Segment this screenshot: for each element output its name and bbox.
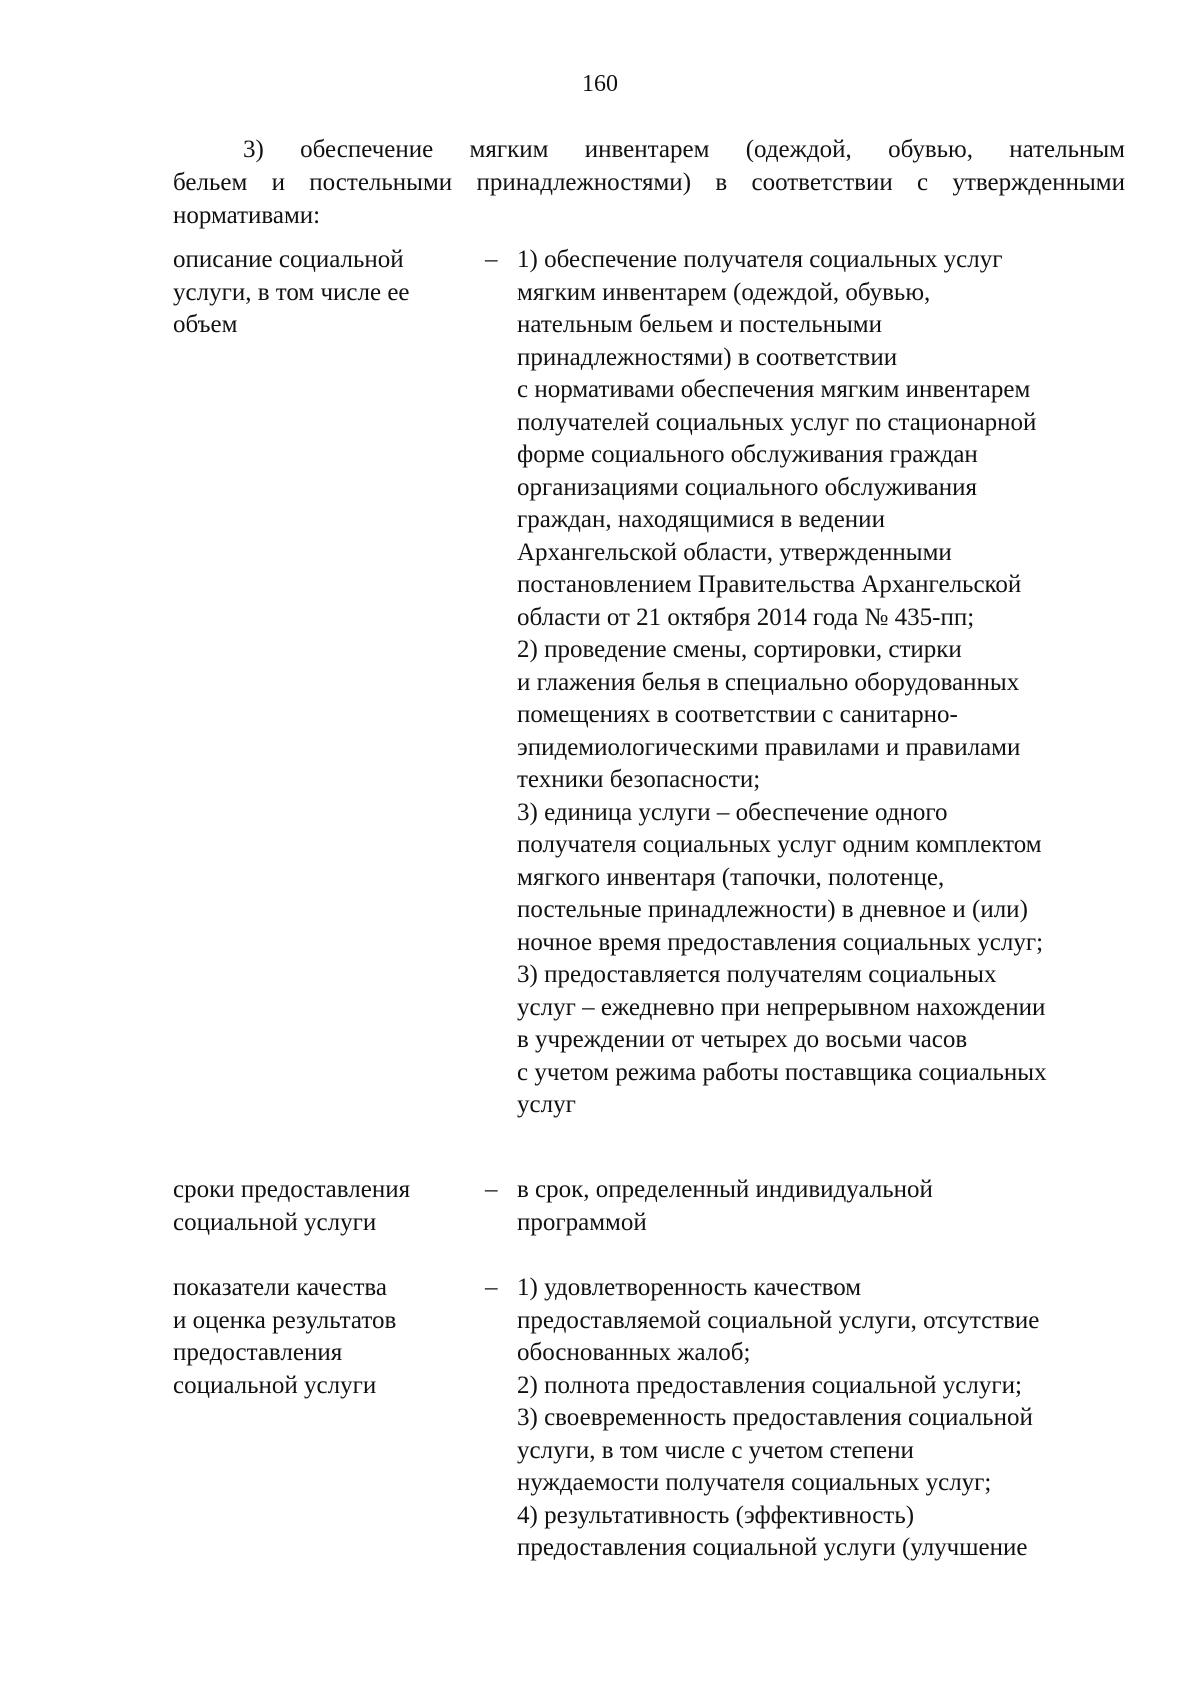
intro-line: 3) обеспечение мягким инвентарем (одеждой, обувью, нательным bbox=[243, 136, 1125, 163]
value-line: предоставления социальной услуги (улучшение bbox=[517, 1534, 1028, 1561]
value-line: получателей социальных услуг по стационарной bbox=[517, 408, 1037, 436]
value-line: обоснованных жалоб; bbox=[517, 1339, 751, 1366]
label-line: описание социальной bbox=[173, 246, 404, 273]
value-line: в срок, определенный индивидуальной bbox=[517, 1176, 933, 1203]
value-line: мягкого инвентаря (тапочки, полотенце, bbox=[517, 863, 945, 891]
label-line: социальной услуги bbox=[173, 1208, 377, 1236]
row-label bbox=[173, 244, 473, 342]
intro-line: нормативами: bbox=[173, 202, 321, 229]
value-line: области от 21 октября 2014 года № 435-пп; bbox=[517, 603, 975, 631]
value-line: услуг bbox=[517, 1091, 576, 1118]
value-line: постановлением Правительства Архангельской bbox=[517, 571, 1022, 598]
row-label bbox=[173, 1272, 473, 1402]
value-line: помещениях в соответствии с санитарно- bbox=[517, 701, 958, 728]
value-line: 2) полнота предоставления социальной услуги; bbox=[517, 1371, 1022, 1399]
value-line: 1) обеспечение получателя социальных услуг bbox=[517, 246, 1003, 273]
row-label bbox=[173, 1174, 473, 1239]
label-line: услуги, в том числе ее bbox=[173, 278, 410, 306]
value-line: Архангельской области, утвержденными bbox=[517, 538, 952, 566]
value-line: постельные принадлежности) в дневное и (или) bbox=[517, 896, 1028, 923]
label-line: предоставления bbox=[173, 1339, 343, 1366]
label-line: социальной услуги bbox=[173, 1371, 377, 1399]
intro-paragraph bbox=[173, 133, 1125, 232]
value-line: 3) своевременность предоставления социальной bbox=[517, 1404, 1033, 1431]
value-line: техники безопасности; bbox=[517, 766, 761, 793]
page-number: 160 bbox=[582, 71, 618, 97]
value-line: с учетом режима работы поставщика социальных bbox=[517, 1058, 1047, 1086]
value-line: ночное время предоставления социальных услуг; bbox=[517, 928, 1044, 956]
value-line: форме социального обслуживания граждан bbox=[517, 441, 978, 468]
value-line: граждан, находящимися в ведении bbox=[517, 506, 885, 533]
label-line: показатели качества bbox=[173, 1274, 387, 1301]
value-line: 1) удовлетворенность качеством bbox=[517, 1274, 862, 1301]
value-line: 3) предоставляется получателям социальных bbox=[517, 961, 997, 988]
value-line: предоставляемой социальной услуги, отсутствие bbox=[517, 1306, 1040, 1334]
value-line: 2) проведение смены, сортировки, стирки bbox=[517, 636, 962, 663]
value-line: 3) единица услуги – обеспечение одного bbox=[517, 798, 948, 826]
value-line: получателя социальных услуг одним комплектом bbox=[517, 831, 1042, 858]
row-value bbox=[517, 1272, 1142, 1565]
value-line: эпидемиологическими правилами и правилами bbox=[517, 733, 1021, 761]
value-line: услуги, в том числе с учетом степени bbox=[517, 1436, 914, 1464]
value-line: программой bbox=[517, 1208, 647, 1236]
value-line: мягким инвентарем (одеждой, обувью, bbox=[517, 278, 931, 306]
value-line: нуждаемости получателя социальных услуг; bbox=[517, 1469, 992, 1496]
intro-line: бельем и постельными принадлежностями) в соответствии с утвержденными bbox=[173, 169, 1125, 196]
row-value bbox=[517, 1174, 1142, 1239]
value-line: 4) результативность (эффективность) bbox=[517, 1501, 915, 1529]
row-dash: – bbox=[485, 246, 498, 273]
label-line: сроки предоставления bbox=[173, 1176, 411, 1203]
row-dash: – bbox=[485, 1274, 498, 1301]
label-line: и оценка результатов bbox=[173, 1306, 397, 1334]
value-line: организациями социального обслуживания bbox=[517, 473, 978, 501]
label-line: объем bbox=[173, 311, 238, 338]
value-line: принадлежностями) в соответствии bbox=[517, 343, 898, 371]
value-line: услуг – ежедневно при непрерывном нахождении bbox=[517, 993, 1046, 1021]
value-line: нательным бельем и постельными bbox=[517, 311, 883, 338]
row-dash: – bbox=[485, 1176, 498, 1203]
value-line: в учреждении от четырех до восьми часов bbox=[517, 1026, 968, 1053]
row-value bbox=[517, 244, 1142, 1122]
value-line: и глажения белья в специально оборудованных bbox=[517, 668, 1020, 696]
value-line: с нормативами обеспечения мягким инвентарем bbox=[517, 376, 1031, 403]
